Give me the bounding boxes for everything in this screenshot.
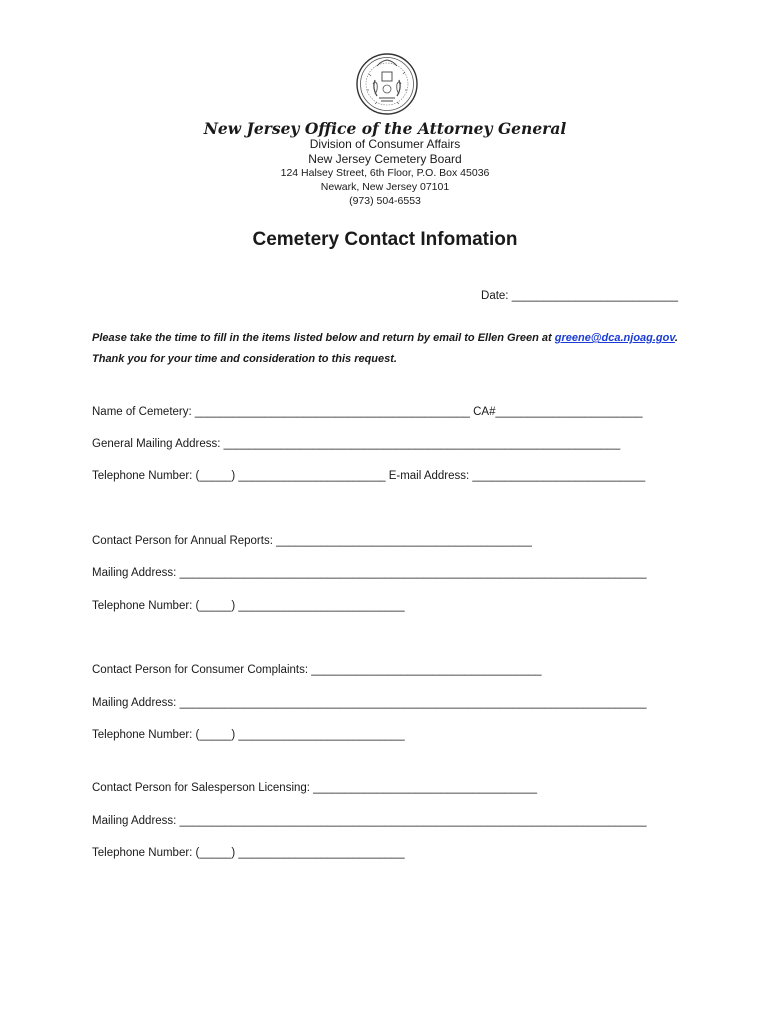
date-field[interactable]: Date: __________________________	[481, 290, 678, 302]
general-mailing-address-field[interactable]: General Mailing Address: ______________________________________________________________	[92, 438, 621, 450]
instructions-period: .	[674, 332, 678, 344]
state-seal-icon	[355, 52, 419, 116]
division-name: Division of Consumer Affairs	[309, 137, 461, 151]
instructions-line-1	[92, 332, 678, 344]
instructions-text: Please take the time to fill in the items listed below and return by email to Ellen Green at	[92, 332, 555, 344]
licensing-mailing-field[interactable]: Mailing Address: _________________________________________________________________________	[92, 815, 647, 827]
address-line-2: Newark, New Jersey 07101	[320, 181, 450, 193]
complaints-mailing-field[interactable]: Mailing Address: _________________________________________________________________________	[92, 697, 647, 709]
licensing-contact-field[interactable]: Contact Person for Salesperson Licensing: ___________________________________	[92, 782, 538, 794]
email-link[interactable]: greene@dca.njoag.gov	[554, 332, 675, 344]
agency-name: New Jersey Office of the Attorney General	[203, 119, 567, 138]
complaints-phone-field[interactable]: Telephone Number: (_____) __________________________	[92, 729, 405, 741]
telephone-email-field[interactable]: Telephone Number: (_____) _______________________ E-mail Address: ___________________________	[92, 470, 646, 482]
annual-reports-mailing-field[interactable]: Mailing Address: _________________________________________________________________________	[92, 567, 647, 579]
cemetery-name-field[interactable]: Name of Cemetery: ___________________________________________ CA#_______________________	[92, 406, 643, 418]
annual-reports-phone-field[interactable]: Telephone Number: (_____) __________________________	[92, 600, 405, 612]
licensing-phone-field[interactable]: Telephone Number: (_____) __________________________	[92, 847, 405, 859]
board-name: New Jersey Cemetery Board	[308, 152, 462, 166]
instructions-line-2: Thank you for your time and consideration to this request.	[92, 353, 397, 365]
complaints-contact-field[interactable]: Contact Person for Consumer Complaints: ____________________________________	[92, 664, 542, 676]
agency-phone: (973) 504-6553	[349, 195, 421, 207]
annual-reports-contact-field[interactable]: Contact Person for Annual Reports: ________________________________________	[92, 535, 532, 547]
address-line-1: 124 Halsey Street, 6th Floor, P.O. Box 45036	[280, 167, 490, 179]
form-title: Cemetery Contact Infomation	[252, 229, 518, 250]
